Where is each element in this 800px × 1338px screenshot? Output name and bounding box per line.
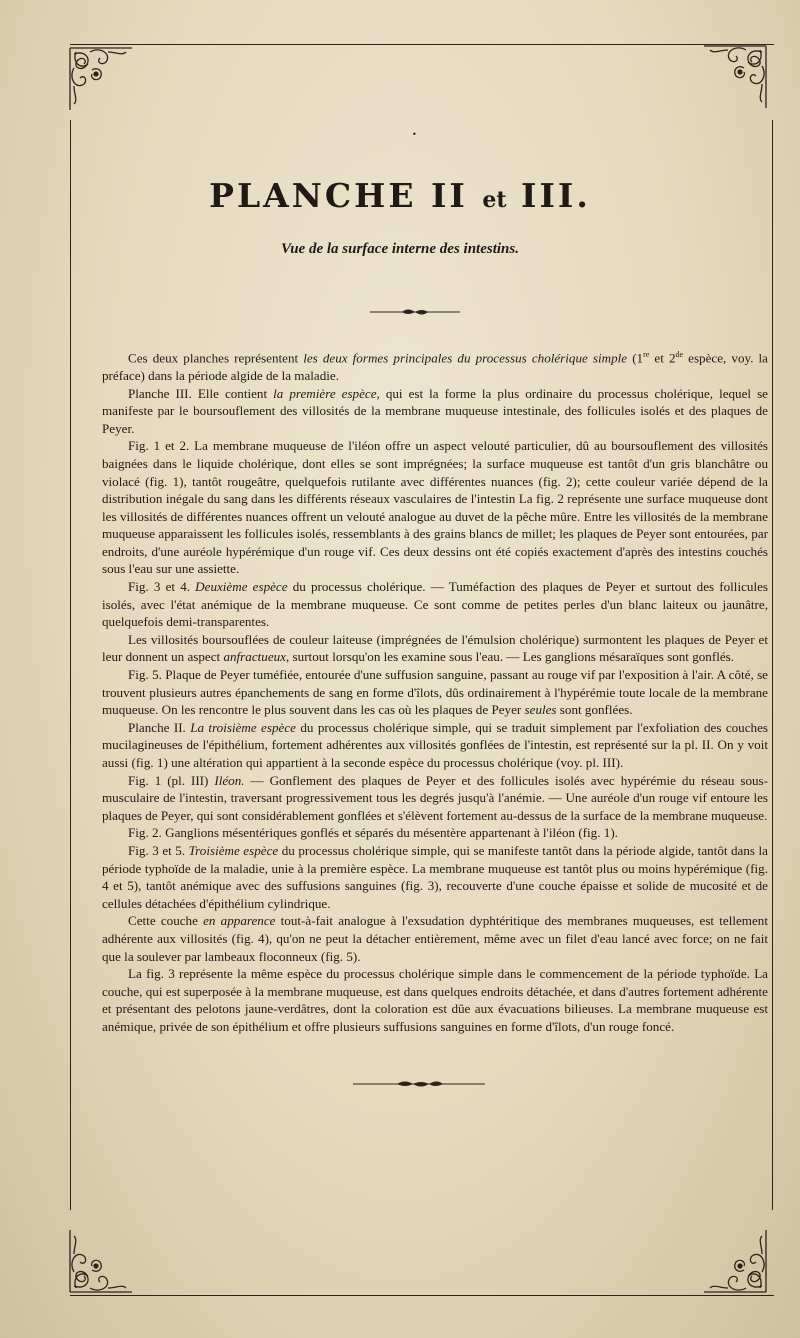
emphasis-text: les deux formes principales du processus cholérique simple [303, 350, 628, 366]
body-paragraph [102, 824, 768, 842]
title-end: III. [521, 176, 591, 215]
body-paragraph [102, 965, 768, 1035]
paragraph-text: — Gonflement des plaques de Peyer et des follicules isolés avec hypérémie du réseau sous-musculaire de l'intestin, traversant progressivement tous les degrés jusqu'à l'anémie. — Une auréole d'un rouge vif entoure les plaques de Peyer, qui sont considérablement gonflées et s'élèvent fortement au-dessus de la surface de la membrane muqueuse. [102, 772, 768, 823]
emphasis-text: Troisième espèce [188, 842, 279, 858]
paragraph-text: Planche III. Elle contient [128, 385, 274, 401]
paragraph-text: La fig. 3 représente la même espèce du processus cholérique simple dans le commencement de la période typhoïde. La couche, qui est superposée à la membrane muqueuse, est dans quelques endroits détachée, et dans d'autres fortement adhérente et présentant des pelotons jaune-verdâtres, dont la coloration est dûe aux évacuations bilieuses. La membrane muqueuse est anémique, privée de son épithélium et offre plusieurs suffusions sanguines en forme d'îlots, d'un rouge foncé. [102, 966, 768, 1034]
page-border-right [772, 120, 773, 1210]
title-et: et [482, 187, 507, 213]
body-paragraph [102, 437, 768, 578]
body-paragraph [102, 772, 768, 825]
ornament-rule-bottom [353, 1078, 485, 1090]
emphasis-text: Iléon. [214, 772, 245, 788]
page-title [0, 176, 800, 215]
emphasis-text: la première espèce [273, 385, 377, 401]
body-paragraph [102, 912, 768, 965]
paragraph-text: du processus cholérique simple, qui se traduit simplement par l'exfoliation des couches mucilagineuses de l'épithélium, fortement adhérentes aux villosités gonflées de l'intestin, est représenté sur la pl. II. On y voit aussi (fig. 1) une altération qui appartient à la seconde espèce du processus cholérique (voy. pl. III). [102, 719, 768, 771]
superscript-text: re [643, 350, 650, 359]
title-main: PLANCHE II [209, 176, 468, 215]
body-paragraph [102, 842, 768, 912]
emphasis-text: en apparence [203, 913, 276, 929]
paragraph-text: Planche II. [128, 719, 191, 735]
page-subtitle: Vue de la surface interne des intestins. [281, 241, 519, 257]
body-paragraph [102, 631, 768, 666]
ornament-corner-top-right [700, 38, 774, 112]
paragraph-text: Fig. 5. Plaque de Peyer tuméfiée, entourée d'une suffusion sanguine, passant au rouge vif par l'exposition à l'air. A côté, se trouvent plusieurs autres épanchements de sang en forme d'îlots, dûs ordinairement à l'hypérémie toute locale de la membrane muqueuse. On les rencontre le plus souvent dans les cas où les plaques de Peyer [102, 667, 768, 718]
paragraph-text: , surtout lorsqu'on les examine sous l'eau. — Les ganglions mésaraïques sont gonflés. [286, 649, 735, 665]
paragraph-text: Ces deux planches représentent [128, 350, 304, 366]
paragraph-text: Fig. 3 et 5. [128, 842, 189, 858]
paragraph-text: Fig. 2. Ganglions mésentériques gonflés et séparés du mésentère appartenant à l'iléon (fig. 1). [128, 825, 618, 841]
ornament-corner-top-left [62, 40, 136, 114]
body-text [102, 346, 768, 1036]
emphasis-text: seules [524, 702, 557, 718]
paragraph-text: Les villosités boursouflées de couleur laiteuse (imprégnées de l'émulsion cholérique) surmontent les plaques de Peyer et leur donnent un aspect [102, 631, 768, 665]
ornament-corner-bottom-left [62, 1226, 136, 1300]
paragraph-text: tout-à-fait analogue à l'exsudation dyphtéritique des membranes muqueuses, est tellement adhérente aux villosités (fig. 4), qu'on ne peut la détacher entièrement, même avec un filet d'eau lancé avec force; on ne fait que la soulever par lambeaux floconneux (fig. 5). [102, 913, 768, 964]
body-paragraph [102, 346, 768, 385]
emphasis-text: anfractueux [223, 649, 286, 665]
paragraph-text: Fig. 3 et 4. [128, 579, 196, 595]
body-paragraph [102, 578, 768, 631]
paragraph-text: du processus cholérique simple, qui se manifeste tantôt dans la période algide, tantôt dans la période typhoïde de la maladie, unie à la première espèce. La membrane muqueuse est tantôt plus ou moins hypérémique (fig. 4 et 5), tantôt anémique avec des suffusions sanguines (fig. 3), recouverte d'une couche épaisse et solide de mucosité et de cellules détachées d'épithélium cylindrique. [102, 842, 768, 911]
superscript-text: de [675, 350, 684, 359]
ornament-corner-bottom-right [700, 1226, 774, 1300]
paragraph-text: et 2 [649, 350, 676, 366]
body-paragraph [102, 385, 768, 438]
ornament-rule-top [370, 306, 460, 318]
paragraph-text: Fig. 1 et 2. La membrane muqueuse de l'iléon offre un aspect velouté particulier, dû au boursouflement des villosités baignées dans le liquide cholérique, dont elles se sont imprégnées; la surface muqueuse est tantôt d'un gris blanchâtre ou violacé (fig. 1), tantôt rougeâtre, quelquefois rutilante avec différentes nuances (fig. 2); cette couleur variée dépend de la distribution inégale du sang dans les différents réseaux vasculaires de l'intestin La fig. 2 représente une surface muqueuse dont les villosités de différentes nuances offrent un velouté analogue au duvet de la pêche mûre. Entre les villosités de la membrane muqueuse apparaissent les follicules isolés, ressemblants à des grains blancs de millet; les plaques de Peyer sont entourées, par endroits, d'une auréole hypérémique d'un rouge vif. Ces deux dessins ont été copiés exactement d'après des intestins couchés sous l'eau sur une assiette. [102, 438, 768, 577]
emphasis-text: La troisième espèce [190, 719, 296, 735]
paragraph-text: du processus cholérique. — Tuméfaction des plaques de Peyer et surtout des follicules isolés, avec l'état anémique de la membrane muqueuse. Ce sont comme de petites perles d'un blanc laiteux ou jaunâtre, quelquefois demi-transparentes. [102, 579, 768, 630]
emphasis-text: Deuxième espèce [195, 579, 288, 595]
body-paragraph [102, 719, 768, 772]
paragraph-text: espèce, voy. la préface) dans la période algide de la maladie. [102, 350, 768, 383]
page-border-left [70, 120, 71, 1210]
paragraph-text: Fig. 1 (pl. III) [128, 772, 215, 788]
paragraph-text: (1 [627, 350, 644, 366]
body-paragraph [102, 666, 768, 719]
paragraph-text: sont gonflées. [556, 702, 633, 718]
paragraph-text: , qui est la forme la plus ordinaire du processus cholérique, lequel se manifeste par le boursouflement des villosités de la membrane muqueuse intestinale, des follicules isolés et des plaques de Peyer. [102, 385, 768, 436]
decorative-dot: • [412, 130, 417, 139]
paragraph-text: Cette couche [128, 913, 204, 929]
